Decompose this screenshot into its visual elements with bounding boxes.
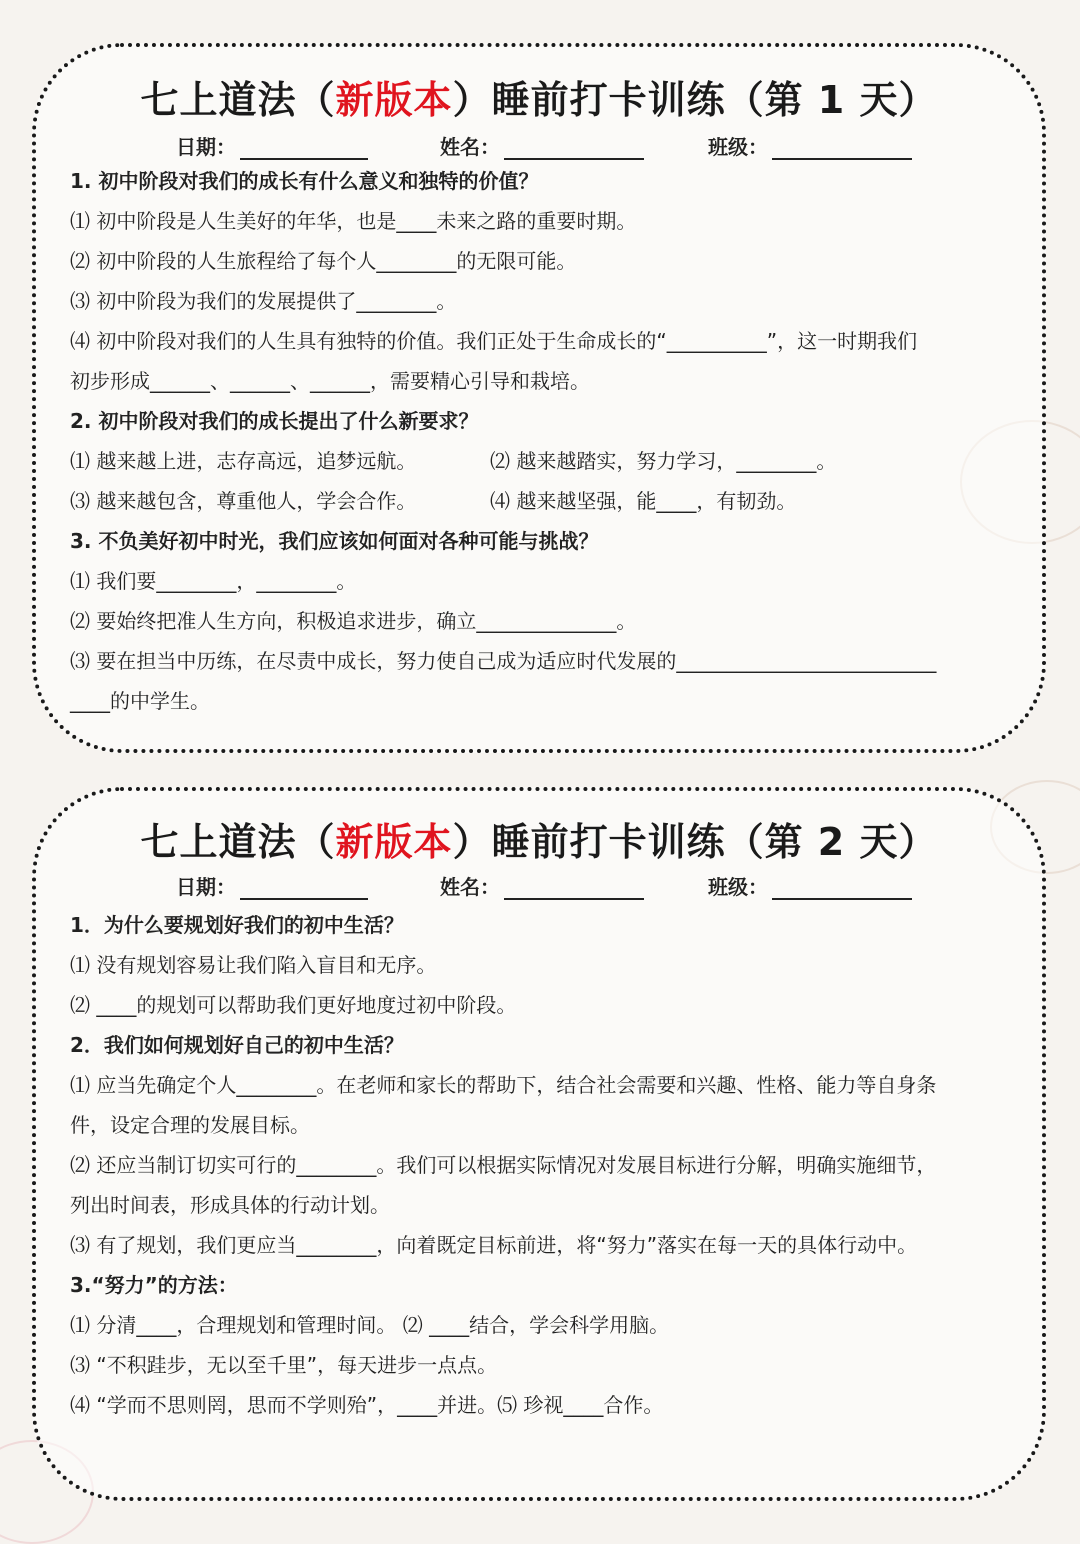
worksheet-day-1	[32, 43, 1046, 753]
name-field[interactable]: 姓名：	[440, 871, 644, 900]
worksheet-day-2	[32, 787, 1046, 1501]
fill-blank-item: ⑷ 初中阶段对我们的人生具有独特的价值。我们正处于生命成长的“__________”，这一时期我们	[70, 329, 918, 353]
fill-blank-item: ⑴ 越来越上进，志存高远，追梦远航。 ⑵ 越来越踏实，努力学习，________。	[70, 449, 837, 473]
date-field[interactable]: 日期：	[176, 871, 368, 900]
question-heading: 1. 初中阶段对我们的成长有什么意义和独特的价值？	[70, 169, 539, 193]
date-field[interactable]: 日期：	[176, 131, 368, 160]
page-title: 七上道法（新版本）睡前打卡训练（第 1 天）	[140, 78, 938, 122]
fill-blank-item: ⑶ 有了规划，我们更应当________，向着既定目标前进，将“努力”落实在每一天的具体行动中。	[70, 1233, 918, 1257]
class-field[interactable]: 班级：	[708, 131, 912, 160]
question-heading: 3. 不负美好初中时光，我们应该如何面对各种可能与挑战？	[70, 529, 599, 553]
fill-blank-item: ⑵ 要始终把准人生方向，积极追求进步，确立______________。	[70, 609, 637, 633]
name-field[interactable]: 姓名：	[440, 131, 644, 160]
fill-blank-item: ⑵ ____的规划可以帮助我们更好地度过初中阶段。	[70, 993, 517, 1017]
fill-blank-item: ⑴ 我们要________，________。	[70, 569, 357, 593]
fill-blank-item: ⑴ 应当先确定个人________。在老师和家长的帮助下，结合社会需要和兴趣、性格、能力等自身条	[70, 1073, 937, 1097]
fill-blank-item: ⑶ 要在担当中历练，在尽责中成长，努力使自己成为适应时代发展的__________________________	[70, 649, 937, 673]
fill-blank-item: ⑴ 没有规划容易让我们陷入盲目和无序。	[70, 953, 437, 977]
page-title: 七上道法（新版本）睡前打卡训练（第 2 天）	[140, 820, 938, 864]
fill-blank-item: ⑷ “学而不思则罔，思而不学则殆”，____并进。⑸ 珍视____合作。	[70, 1393, 664, 1417]
question-heading: 3.“努力”的方法：	[70, 1273, 238, 1297]
fill-blank-item: 件，设定合理的发展目标。	[70, 1113, 310, 1137]
fill-blank-item: ____的中学生。	[70, 689, 210, 713]
question-heading: 1．为什么要规划好我们的初中生活？	[70, 913, 404, 937]
question-heading: 2. 初中阶段对我们的成长提出了什么新要求？	[70, 409, 479, 433]
fill-blank-item: ⑴ 分清____，合理规划和管理时间。 ⑵ ____结合，学会科学用脑。	[70, 1313, 670, 1337]
fill-blank-item: ⑶ 越来越包含，尊重他人，学会合作。 ⑷ 越来越坚强，能____，有韧劲。	[70, 489, 797, 513]
fill-blank-item: 初步形成______、______、______，需要精心引导和栽培。	[70, 369, 590, 393]
fill-blank-item: 列出时间表，形成具体的行动计划。	[70, 1193, 390, 1217]
fill-blank-item: ⑴ 初中阶段是人生美好的年华，也是____未来之路的重要时期。	[70, 209, 637, 233]
fill-blank-item: ⑶ “不积跬步，无以至千里”，每天进步一点点。	[70, 1353, 498, 1377]
class-field[interactable]: 班级：	[708, 871, 912, 900]
question-heading: 2．我们如何规划好自己的初中生活？	[70, 1033, 404, 1057]
fill-blank-item: ⑵ 还应当制订切实可行的________。我们可以根据实际情况对发展目标进行分解，明确实施细节，	[70, 1153, 937, 1177]
fill-blank-item: ⑶ 初中阶段为我们的发展提供了________。	[70, 289, 457, 313]
fill-blank-item: ⑵ 初中阶段的人生旅程给了每个人________的无限可能。	[70, 249, 577, 273]
